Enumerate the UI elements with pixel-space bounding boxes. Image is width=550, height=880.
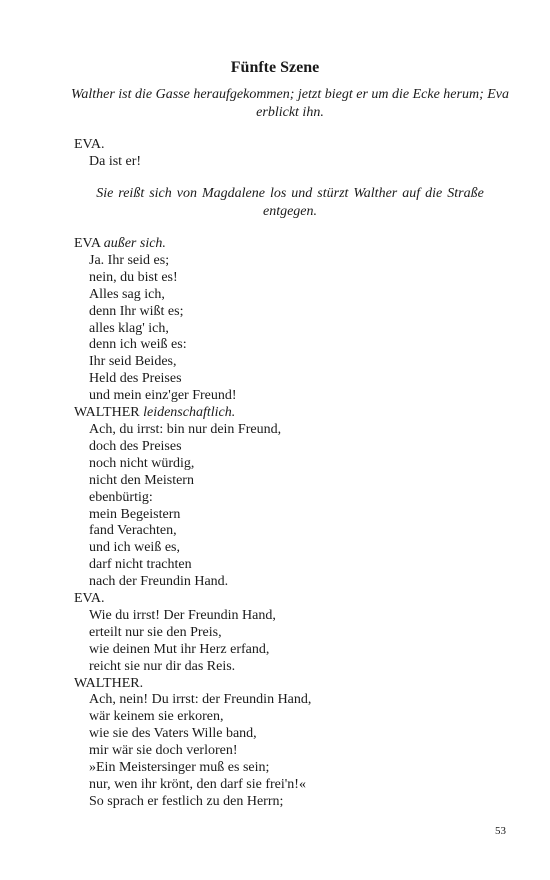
verse-line: noch nicht würdig, (89, 455, 195, 471)
page-number: 53 (495, 825, 506, 837)
verse-line: nein, du bist es! (89, 269, 178, 285)
dialogue-block-1 (74, 137, 514, 171)
verse-line: denn ich weiß es: (89, 337, 187, 353)
verse-line: nur, wen ihr krönt, den darf sie frei'n!« (89, 777, 306, 792)
verse-line: wie deinen Mut ihr Herz erfand, (89, 641, 270, 657)
verse-line: und ich weiß es, (89, 540, 180, 556)
stage-direction-1: Walther ist die Gasse heraufgekommen; jetzt biegt er um die Ecke herum; Eva erblickt ihn. (70, 87, 510, 120)
speaker-heading (74, 405, 514, 422)
verse-line: Wie du irrst! Der Freundin Hand, (89, 607, 276, 623)
verse-line: darf nicht trachten (89, 557, 192, 573)
verse-line: doch des Preises (89, 438, 182, 454)
verse-line: reicht sie nur dir das Reis. (89, 658, 236, 674)
speaker-heading (74, 236, 514, 253)
verse-line: Ach, du irrst: bin nur dein Freund, (89, 421, 282, 437)
verse-line: mein Begeistern (89, 506, 181, 522)
verse-line: wär keinem sie erkoren, (89, 709, 224, 725)
speaker-name: WALTHER (74, 405, 140, 421)
speaker-name: WALTHER. (74, 675, 144, 691)
speaker-heading (74, 591, 514, 608)
verse-line: Alles sag ich, (89, 286, 165, 302)
verse-line: erteilt nur sie den Preis, (89, 624, 222, 640)
speaker-name: EVA. (74, 137, 105, 152)
verse-line: nicht den Meistern (89, 472, 194, 488)
verse-line: fand Verachten, (89, 523, 177, 539)
verse-line: denn Ihr wißt es; (89, 303, 184, 319)
verse-line: und mein einz'ger Freund! (89, 388, 237, 404)
speaker-name: EVA (74, 236, 101, 251)
verse-line: Ja. Ihr seid es; (89, 252, 170, 268)
verse-line: Ihr seid Beides, (89, 354, 177, 370)
speaker-direction: außer sich. (103, 236, 166, 251)
verse-line: Ach, nein! Du irrst: der Freundin Hand, (89, 692, 312, 708)
verse-line: Held des Preises (89, 371, 182, 387)
verse-line: ebenbürtig: (89, 489, 153, 505)
speaker-heading (74, 676, 514, 693)
stage-direction-2: Sie reißt sich von Magdalene los und stürzt Walther auf die Straße entgegen. (96, 186, 484, 219)
verse-line: »Ein Meistersinger muß es sein; (89, 760, 270, 776)
verse-line: nach der Freundin Hand. (89, 574, 229, 590)
verse-line: wie sie des Vaters Wille band, (89, 726, 257, 742)
verse-line: Da ist er! (89, 153, 142, 169)
speaker-name: EVA. (74, 591, 105, 607)
verse-line: alles klag' ich, (89, 320, 169, 336)
verse-line: So sprach er festlich zu den Herrn; (89, 793, 284, 809)
speaker-direction: leidenschaftlich. (143, 405, 236, 421)
verse-line: mir wär sie doch verloren! (89, 743, 238, 759)
scene-title: Fünfte Szene (230, 59, 320, 76)
dialogue-block-2 (74, 236, 514, 811)
